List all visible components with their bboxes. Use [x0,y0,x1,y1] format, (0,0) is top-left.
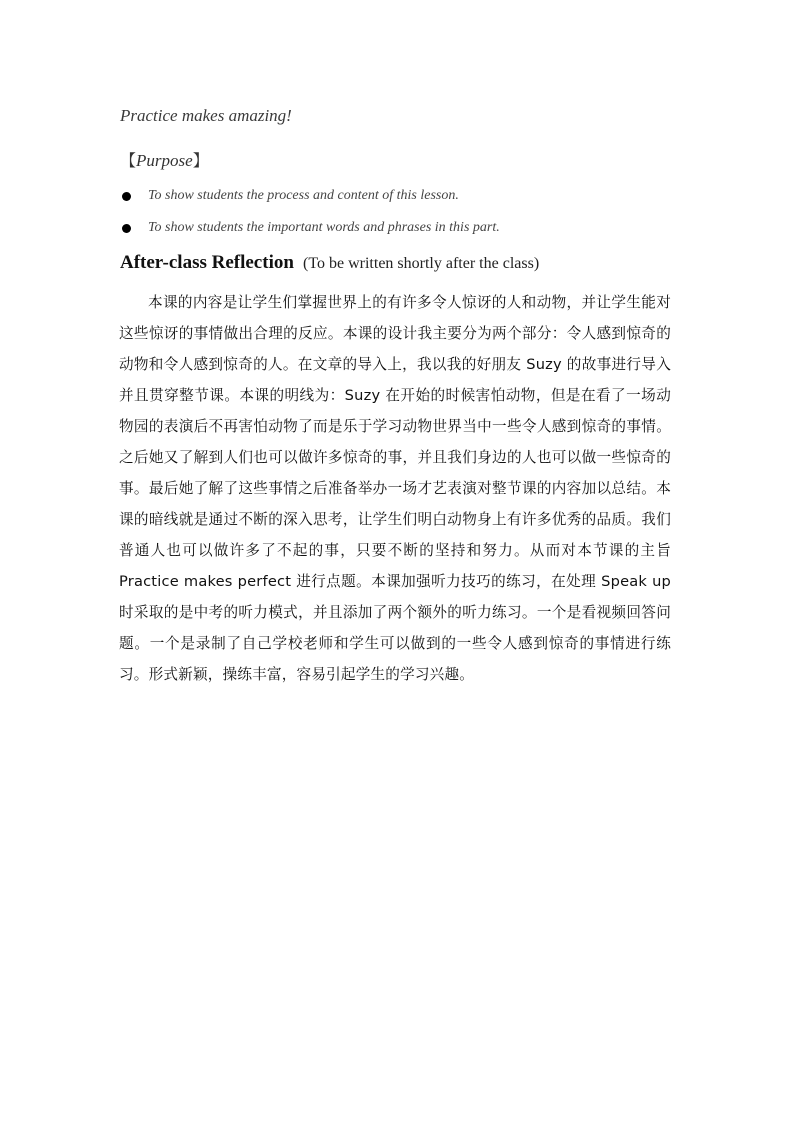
reflection-title: After-class Reflection [120,252,294,273]
bullet-dot-icon [122,224,131,233]
purpose-item [120,218,500,238]
reflection-heading [120,252,539,274]
purpose-item-text: To show students the process and content of this lesson. [148,188,459,203]
purpose-label: Purpose [136,151,193,170]
purpose-heading [120,148,209,171]
open-bracket: 【 [120,151,137,170]
reflection-note: (To be written shortly after the class) [303,255,540,272]
motto-line: Practice makes amazing! [120,106,292,125]
purpose-item-text: To show students the important words and phrases in this part. [148,220,500,235]
reflection-body: 本课的内容是让学生们掌握世界上的有许多令人惊讶的人和动物，并让学生能对这些惊讶的事情做出合理的反应。本课的设计我主要分为两个部分：令人感到惊奇的动物和令人感到惊奇的人。在文章的导入上，我以我的好朋友 Suzy 的故事进行导入并且贯穿整节课。本课的明线为：Suzy 在开始的时候害怕动物，但是在看了一场动物园的表演后不再害怕动物了而是乐于学习动物世界当中一些令人感到惊奇的事情。之后她又了解到人们也可以做许多惊奇的事，并且我们身边的人也可以做一些惊奇的事。最后她了解了这些事情之后准备举办一场才艺表演对整节课的内容加以总结。本课的暗线就是通过不断的深入思考，让学生们明白动物身上有许多优秀的品质。我们普通人也可以做许多了不起的事，只要不断的坚持和努力。从而对本节课的主旨 Practice makes perfect 进行点题。本课加强听力技巧的练习，在处理 Speak up 时采取的是中考的听力模式，并且添加了两个额外的听力练习。一个是看视频回答问题。一个是录制了自己学校老师和学生可以做到的一些令人感到惊奇的事情进行练习。形式新颖，操练丰富，容易引起学生的学习兴趣。 [119,294,671,683]
bullet-dot-icon [122,192,131,201]
close-bracket: 】 [192,151,209,170]
purpose-item [120,186,459,206]
